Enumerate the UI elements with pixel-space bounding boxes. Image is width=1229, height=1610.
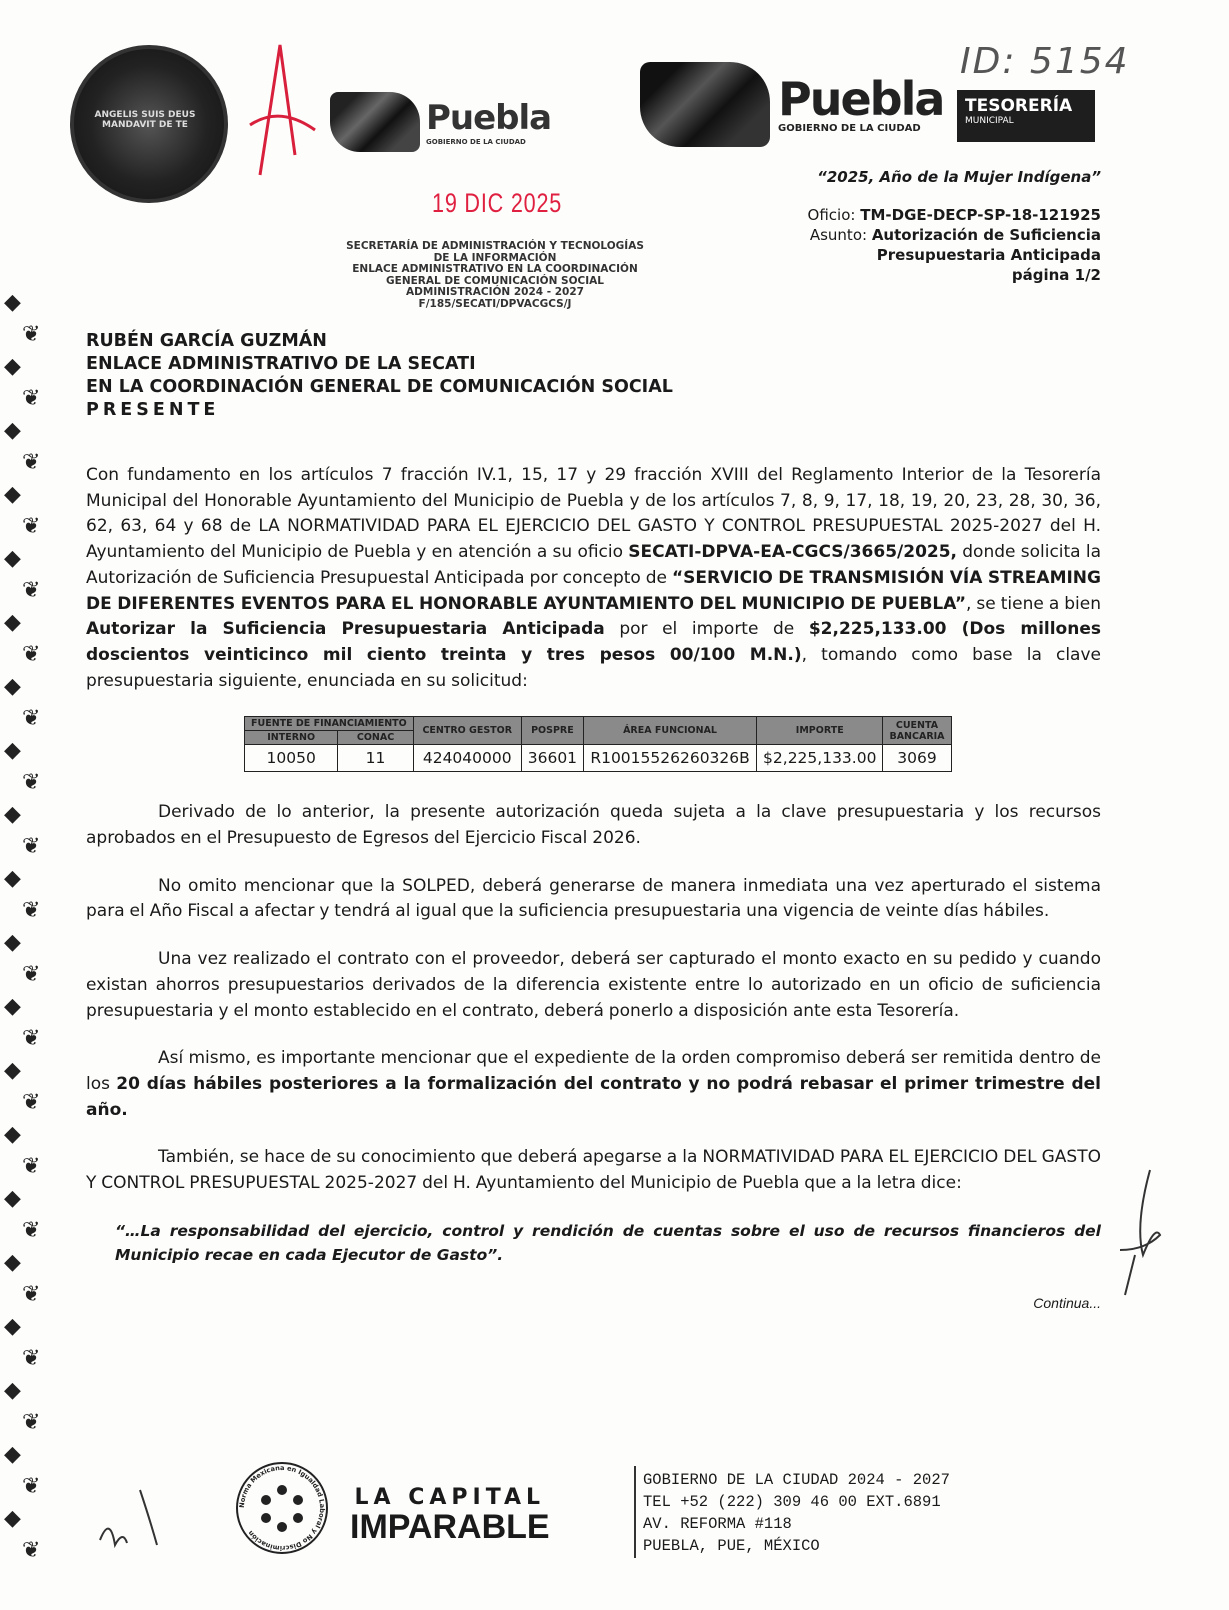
address-line: GOBIERNO DE LA CIUDAD 2024 - 2027 [643, 1471, 950, 1489]
paragraph-derivado: Derivado de lo anterior, la presente autorización queda sujeta a la clave presupuestaria y los recursos aprobados en el Presupuesto de Egresos del Ejercicio Fiscal 2026. [86, 802, 1101, 849]
flower-ornament-icon: ❦ [22, 578, 41, 603]
decorative-border [0, 290, 48, 1600]
diamond-ornament-icon: ◆ [4, 1122, 21, 1147]
handwritten-signature [1115, 1165, 1165, 1305]
puebla-government-logo [640, 62, 943, 147]
footer-address [643, 1469, 950, 1557]
address-line: AV. REFORMA #118 [643, 1515, 792, 1533]
diamond-ornament-icon: ◆ [4, 994, 21, 1019]
diamond-ornament-icon: ◆ [4, 1506, 21, 1531]
diamond-ornament-icon: ◆ [4, 610, 21, 635]
diamond-ornament-icon: ◆ [4, 482, 21, 507]
paragraph-normatividad: También, se hace de su conocimiento que deberá apegarse a la NORMATIVIDAD PARA EL EJERCICIO DEL GASTO Y CONTROL PRESUPUESTAL 2025-2027 del H. Ayuntamiento del Municipio de Puebla que a la letra dice: [86, 1147, 1101, 1194]
cell-conac: 11 [338, 745, 413, 772]
diamond-ornament-icon: ◆ [4, 354, 21, 379]
stamp-line: ADMINISTRACIÓN 2024 - 2027 [406, 286, 584, 298]
cell-importe: $2,225,133.00 [757, 745, 883, 772]
logo-sub: GOBIERNO DE LA CIUDAD [426, 138, 526, 146]
address-line: PUEBLA, PUE, MÉXICO [643, 1537, 820, 1555]
diamond-ornament-icon: ◆ [4, 674, 21, 699]
addressee-title: ENLACE ADMINISTRATIVO DE LA SECATI [86, 354, 476, 374]
header-interno: INTERNO [245, 731, 338, 745]
normatividad-quote: “…La responsabilidad del ejercicio, control y rendición de cuentas sobre el uso de recursos financieros del Municipio recae en cada Ejecutor de Gasto”. [115, 1221, 1101, 1264]
service-concept: “SERVICIO DE TRANSMISIÓN VÍA STREAMING DE DIFERENTES EVENTOS PARA EL HONORABLE AYUNTAMIENTO DEL MUNICIPIO DE PUEBLA” [86, 567, 1101, 614]
flower-ornament-icon: ❦ [22, 962, 41, 987]
flower-ornament-icon: ❦ [22, 1474, 41, 1499]
tesoreria-badge [957, 90, 1095, 142]
city-seal-text: ANGELIS SUIS DEUS MANDAVIT DE TE [94, 110, 196, 130]
logo-word: Puebla [426, 98, 552, 138]
oficio-label: Oficio: [807, 206, 856, 224]
diamond-ornament-icon: ◆ [4, 738, 21, 763]
stamp-line: DE LA INFORMACIÓN [433, 251, 557, 264]
header-centro-gestor: CENTRO GESTOR [413, 717, 521, 745]
flower-ornament-icon: ❦ [22, 322, 41, 347]
puebla-emblem-icon [640, 62, 770, 147]
flower-ornament-icon: ❦ [22, 386, 41, 411]
addressee-name: RUBÉN GARCÍA GUZMÁN [86, 331, 327, 351]
cell-cuenta: 3069 [883, 745, 951, 772]
stamp-line: GENERAL DE COMUNICACIÓN SOCIAL [386, 274, 604, 287]
flower-ornament-icon: ❦ [22, 1538, 41, 1563]
header-fuente: FUENTE DE FINANCIAMIENTO [245, 717, 414, 731]
text: , tomando como base la clave presupuestaria siguiente, enunciada en su solicitud: [86, 644, 1101, 691]
flower-ornament-icon: ❦ [22, 898, 41, 923]
table-row [245, 745, 952, 772]
page-number: página 1/2 [1011, 266, 1101, 284]
footer-divider [634, 1466, 636, 1558]
text: por el importe de [604, 619, 809, 640]
received-date-stamp: 19 DIC 2025 [432, 188, 563, 218]
amount: $2,225,133.00 (Dos millones doscientos veinticinco mil ciento treinta y tres pesos 00/100 M.N.) [86, 619, 1101, 665]
paragraph-solped: No omito mencionar que la SOLPED, deberá generarse de manera inmediata una vez aperturado el sistema para el Año Fiscal a afectar y tendrá al igual que la suficiencia presupuestaria una vigencia de veinte días hábiles. [86, 875, 1101, 922]
diamond-ornament-icon: ◆ [4, 290, 21, 315]
stamp-line: F/185/SECATI/DPVACGCS/J [418, 297, 572, 310]
cell-centro: 424040000 [413, 745, 521, 772]
logo-sub: GOBIERNO DE LA CIUDAD [778, 123, 921, 134]
flower-ornament-icon: ❦ [22, 642, 41, 667]
letter-body [86, 330, 1101, 1311]
text: , se tiene a bien [966, 593, 1101, 614]
diamond-ornament-icon: ◆ [4, 802, 21, 827]
oficio-number: TM-DGE-DECP-SP-18-121925 [860, 206, 1101, 224]
cell-interno: 10050 [245, 745, 338, 772]
address-line: TEL +52 (222) 309 46 00 EXT.6891 [643, 1493, 941, 1511]
flower-ornament-icon: ❦ [22, 1346, 41, 1371]
flower-ornament-icon: ❦ [22, 1026, 41, 1051]
stamp-line: ENLACE ADMINISTRATIVO EN LA COORDINACIÓN [352, 263, 638, 275]
year-motto: “2025, Año de la Mujer Indígena” [817, 168, 1101, 186]
red-signature-mark [240, 35, 320, 185]
cell-area: R10015526260326B [584, 745, 757, 772]
diamond-ornament-icon: ◆ [4, 1442, 21, 1467]
flower-ornament-icon: ❦ [22, 514, 41, 539]
capital-line1: LA CAPITAL [354, 1485, 546, 1510]
diamond-ornament-icon: ◆ [4, 418, 21, 443]
asunto-label: Asunto: [809, 226, 868, 244]
text: donde solicita la Autorización de Suficiencia Presupuestal Anticipada por concepto de [86, 542, 1101, 588]
header-cuenta: CUENTA BANCARIA [883, 717, 951, 745]
flower-ornament-icon: ❦ [22, 1410, 41, 1435]
header-conac: CONAC [338, 731, 413, 745]
flower-ornament-icon: ❦ [22, 1218, 41, 1243]
authorization: Autorizar la Suficiencia Presupuestaria Anticipada [86, 619, 605, 640]
flower-ornament-icon: ❦ [22, 834, 41, 859]
svg-text:Norma Mexicana en Igualdad Lab [238, 1464, 326, 1552]
tesoreria-title: TESORERÍA [965, 96, 1073, 116]
tesoreria-sub: MUNICIPAL [965, 116, 1014, 126]
presente: PRESENTE [86, 400, 220, 420]
flower-ornament-icon: ❦ [22, 706, 41, 731]
flower-ornament-icon: ❦ [22, 1282, 41, 1307]
la-capital-imparable-logo [350, 1485, 550, 1544]
people-ring-icon [261, 1485, 303, 1532]
header-pospre: POSPRE [521, 717, 583, 745]
paragraph-contrato: Una vez realizado el contrato con el proveedor, deberá ser capturado el monto exacto en su pedido y cuando existan ahorros presupuestarios derivados de la diferencia existente entre lo autorizado en un oficio de suficiencia presupuestaria y el monto establecido en el contrato, deberá ponerlo a disposición ante esta Tesorería. [86, 949, 1101, 1021]
flower-ornament-icon: ❦ [22, 1090, 41, 1115]
deadline: 20 días hábiles posteriores a la formalización del contrato y no podrá rebasar el primer trimestre del año. [86, 1073, 1101, 1120]
continued-note: Continua... [1033, 1294, 1101, 1311]
flower-ornament-icon: ❦ [22, 1154, 41, 1179]
diamond-ornament-icon: ◆ [4, 866, 21, 891]
secati-puebla-logo [330, 92, 551, 152]
paragraph-expediente [86, 1046, 1101, 1123]
addressee-dept: EN LA COORDINACIÓN GENERAL DE COMUNICACIÓN SOCIAL [86, 377, 673, 397]
header-importe: IMPORTE [757, 717, 883, 745]
paragraph-fundamento [86, 463, 1101, 694]
puebla-emblem-icon [330, 92, 420, 152]
logo-word: Puebla [778, 72, 944, 126]
handwritten-id: ID: 5154 [960, 41, 1130, 82]
asunto-line: Presupuestaria Anticipada [876, 246, 1101, 264]
diamond-ornament-icon: ◆ [4, 546, 21, 571]
cell-pospre: 36601 [521, 745, 583, 772]
reception-stamp [340, 241, 650, 310]
header-area-funcional: ÁREA FUNCIONAL [584, 717, 757, 745]
diamond-ornament-icon: ◆ [4, 930, 21, 955]
diamond-ornament-icon: ◆ [4, 1058, 21, 1083]
diamond-ornament-icon: ◆ [4, 1378, 21, 1403]
text: Así mismo, es importante mencionar que el expediente de la orden compromiso deberá ser remitida dentro de los [86, 1048, 1101, 1094]
diamond-ornament-icon: ◆ [4, 1186, 21, 1211]
handwritten-initials [95, 1485, 165, 1555]
addressee-block [86, 330, 1101, 422]
oficio-block [808, 205, 1101, 285]
oficio-reference: SECATI-DPVA-EA-CGCS/3665/2025, [628, 542, 958, 563]
stamp-line: SECRETARÍA DE ADMINISTRACIÓN Y TECNOLOGÍAS [346, 240, 644, 252]
diamond-ornament-icon: ◆ [4, 1250, 21, 1275]
norma-seal-text: Norma Mexicana en Igualdad Laboral y No Discriminación [237, 1463, 327, 1553]
asunto-line: Autorización de Suficiencia [871, 226, 1101, 244]
flower-ornament-icon: ❦ [22, 450, 41, 475]
diamond-ornament-icon: ◆ [4, 1314, 21, 1339]
flower-ornament-icon: ❦ [22, 770, 41, 795]
budget-key-table [244, 716, 952, 772]
capital-line2: IMPARABLE [350, 1508, 550, 1546]
igualdad-laboral-seal [234, 1460, 330, 1556]
text: Con fundamento en los artículos 7 fracción IV.1, 15, 17 y 29 fracción XVIII del Reglamento Interior de la Tesorería Municipal del Honorable Ayuntamiento del Municipio de Puebla y de los artículos 7, 8, 9, 17, 18, 19, 20, 23, 28, 30, 36, 62, 63, 64 y 68 de LA NORMATIVIDAD PARA EL EJERCICIO DEL GASTO Y CONTROL PRESUPUESTAL 2025-2027 del H. Ayuntamiento del Municipio de Puebla y en atención a su oficio [86, 465, 1101, 563]
